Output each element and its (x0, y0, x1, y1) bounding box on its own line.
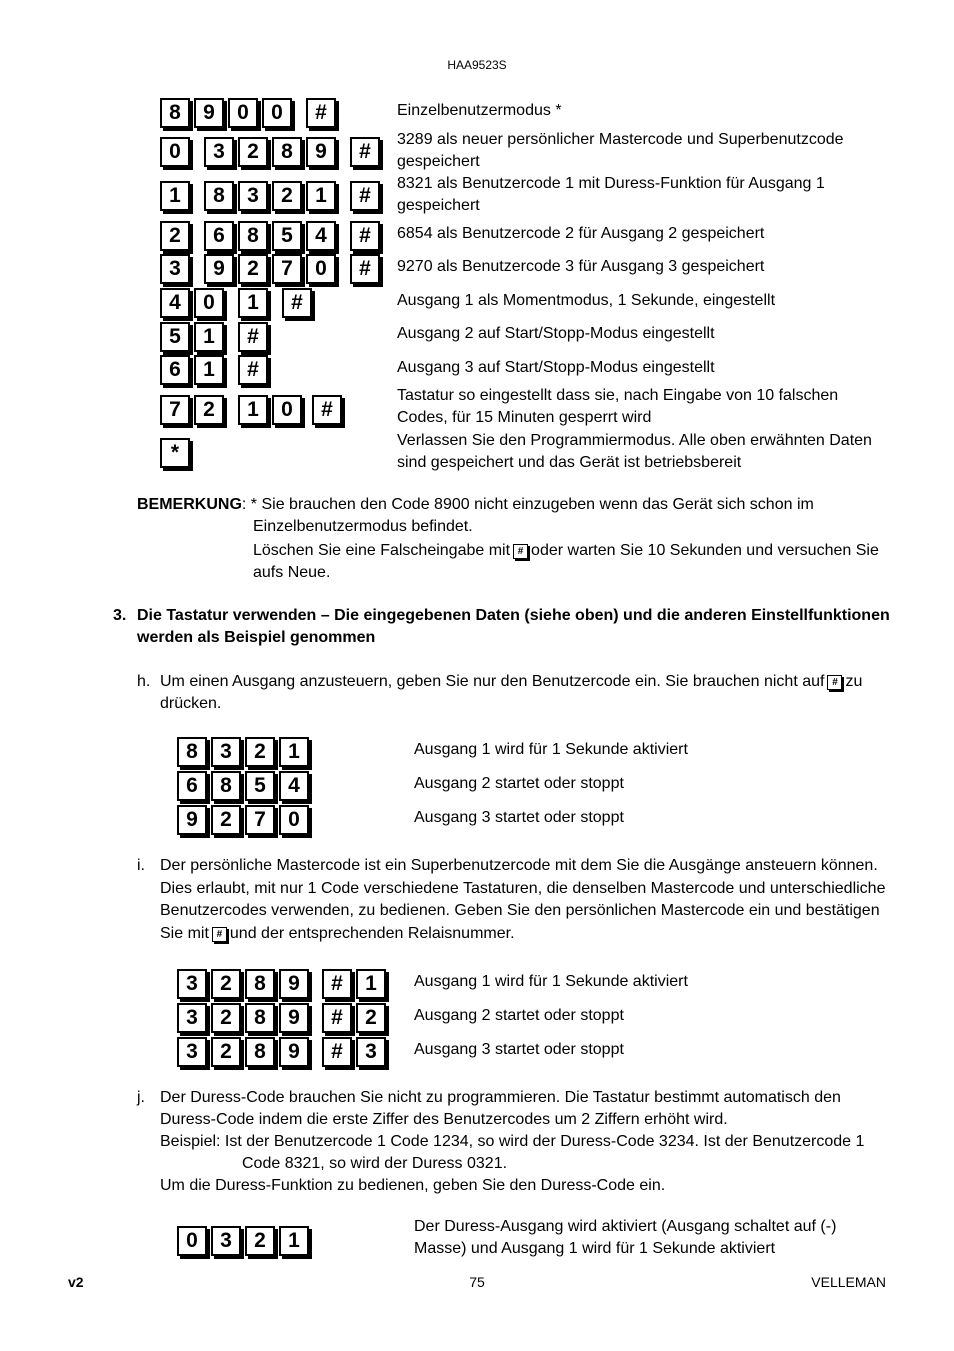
key-1-icon: 1 (238, 288, 268, 318)
key-2-icon: 2 (356, 1003, 386, 1033)
output-description: Ausgang 1 wird für 1 Sekunde aktiviert (414, 741, 688, 758)
programming-step-description: Ausgang 3 auf Start/Stopp-Modus eingestellt (397, 359, 715, 376)
item-h-letter: h. (137, 673, 151, 690)
key-0-icon: 0 (194, 288, 224, 318)
hash-key-icon: # (322, 1003, 352, 1033)
hash-key-icon: # (322, 1037, 352, 1067)
key-3-icon: 3 (177, 969, 207, 999)
item-i-letter: i. (137, 857, 145, 874)
key-1-icon: 1 (238, 395, 268, 425)
key-1-icon: 1 (306, 181, 336, 211)
remark-label: BEMERKUNG (137, 496, 242, 513)
key-3-icon: 3 (177, 1003, 207, 1033)
remark-line-3: Löschen Sie eine Falscheingabe mit # oder warten Sie 10 Sekunden und versuchen Sie (253, 542, 879, 559)
key-9-icon: 9 (306, 137, 336, 167)
hash-key-icon: # (513, 544, 528, 559)
key-9-icon: 9 (194, 98, 224, 128)
key-9-icon: 9 (279, 1003, 309, 1033)
key-6-icon: 6 (204, 221, 234, 251)
section-title: Die Tastatur verwenden – Die eingegebenen Daten (siehe oben) und die anderen Einstellfunktionen werden als Beispiel genommen (137, 607, 890, 646)
output-description: Ausgang 2 startet oder stoppt (414, 1007, 624, 1024)
key-0-icon: 0 (160, 137, 190, 167)
hash-key-icon: # (322, 969, 352, 999)
key-7-icon: 7 (160, 395, 190, 425)
remark-block (137, 494, 897, 584)
key-7-icon: 7 (272, 254, 302, 284)
key-2-icon: 2 (160, 221, 190, 251)
key-5-icon: 5 (160, 322, 190, 352)
key-8-icon: 8 (204, 181, 234, 211)
key-3-icon: 3 (238, 181, 268, 211)
output-description: Ausgang 1 wird für 1 Sekunde aktiviert (414, 973, 688, 990)
key-5-icon: 5 (272, 221, 302, 251)
key-2-icon: 2 (245, 1226, 275, 1256)
remark-line-1: * Sie brauchen den Code 8900 nicht einzugeben wenn das Gerät sich schon im (250, 496, 814, 513)
programming-step-description: 3289 als neuer persönlicher Mastercode und Superbenutzcode gespeichert (397, 131, 844, 170)
item-h-text: Um einen Ausgang anzusteuern, geben Sie nur den Benutzercode ein. Sie brauchen nicht auf # zu drücken. (160, 673, 863, 712)
remark-line-4: aufs Neue. (253, 564, 331, 581)
hash-key-icon: # (212, 927, 227, 942)
key-0-icon: 0 (262, 98, 292, 128)
key-6-icon: 6 (160, 355, 190, 385)
programming-step-description: 8321 als Benutzercode 1 mit Duress-Funktion für Ausgang 1 gespeichert (397, 175, 825, 214)
hash-key-icon: # (827, 675, 842, 690)
key-3-icon: 3 (211, 737, 241, 767)
key-0-icon: 0 (177, 1226, 207, 1256)
duress-output-description: Der Duress-Ausgang wird aktiviert (Ausgang schaltet auf (-) Masse) und Ausgang 1 wird für 1 Sekunde aktiviert (414, 1218, 837, 1257)
key-7-icon: 7 (245, 805, 275, 835)
hash-key-icon: # (350, 254, 380, 284)
key-1-icon: 1 (194, 355, 224, 385)
document-model: HAA9523S (447, 58, 507, 72)
hash-key-icon: # (238, 322, 268, 352)
key-1-icon: 1 (160, 181, 190, 211)
key-4-icon: 4 (306, 221, 336, 251)
key-2-icon: 2 (245, 737, 275, 767)
key-8-icon: 8 (160, 98, 190, 128)
programming-step-description: Verlassen Sie den Programmiermodus. Alle oben erwähnten Daten sind gespeichert und das Gerät ist betriebsbereit (397, 432, 872, 471)
hash-key-icon: # (306, 98, 336, 128)
key-2-icon: 2 (272, 181, 302, 211)
key-2-icon: 2 (194, 395, 224, 425)
key-3-icon: 3 (177, 1037, 207, 1067)
key-3-icon: 3 (211, 1226, 241, 1256)
item-j-letter: j. (137, 1089, 145, 1106)
star-key-icon: * (160, 438, 190, 468)
programming-step-description: Ausgang 2 auf Start/Stopp-Modus eingestellt (397, 325, 715, 342)
key-2-icon: 2 (211, 805, 241, 835)
key-6-icon: 6 (177, 771, 207, 801)
footer-version: v2 (68, 1274, 84, 1290)
key-8-icon: 8 (177, 737, 207, 767)
programming-step-description: Einzelbenutzermodus * (397, 102, 562, 119)
key-1-icon: 1 (279, 1226, 309, 1256)
key-9-icon: 9 (204, 254, 234, 284)
key-0-icon: 0 (228, 98, 258, 128)
remark-colon: : (241, 496, 247, 513)
key-4-icon: 4 (279, 771, 309, 801)
hash-key-icon: # (312, 395, 342, 425)
hash-key-icon: # (350, 137, 380, 167)
key-1-icon: 1 (194, 322, 224, 352)
key-1-icon: 1 (356, 969, 386, 999)
hash-key-icon: # (350, 181, 380, 211)
key-1-icon: 1 (279, 737, 309, 767)
item-j-text: Der Duress-Code brauchen Sie nicht zu programmieren. Die Tastatur bestimmt automatisch den Duress-Code indem die erste Ziffer des Benutzercodes um 2 Ziffern erhöht wird. Beispiel: Ist der Benutzercode 1 Code 1234, so wird der Duress-Code 3234. Ist der Benutzercode 1 Code 8321, so wird der Duress 0321. Um die Duress-Funktion zu bedienen, geben Sie den Duress-Code ein. (160, 1089, 865, 1194)
key-9-icon: 9 (279, 1037, 309, 1067)
key-0-icon: 0 (306, 254, 336, 284)
hash-key-icon: # (350, 221, 380, 251)
key-2-icon: 2 (211, 969, 241, 999)
key-2-icon: 2 (238, 137, 268, 167)
key-8-icon: 8 (211, 771, 241, 801)
key-0-icon: 0 (279, 805, 309, 835)
key-2-icon: 2 (211, 1003, 241, 1033)
section-number: 3. (113, 607, 127, 624)
remark-line-2: Einzelbenutzermodus befindet. (253, 518, 473, 535)
programming-step-description: Ausgang 1 als Momentmodus, 1 Sekunde, eingestellt (397, 292, 776, 309)
programming-step-description: 9270 als Benutzercode 3 für Ausgang 3 gespeichert (397, 258, 765, 275)
key-5-icon: 5 (245, 771, 275, 801)
key-9-icon: 9 (177, 805, 207, 835)
footer-brand: VELLEMAN (811, 1274, 886, 1290)
key-8-icon: 8 (272, 137, 302, 167)
key-8-icon: 8 (245, 1037, 275, 1067)
key-3-icon: 3 (160, 254, 190, 284)
hash-key-icon: # (282, 288, 312, 318)
programming-step-description: 6854 als Benutzercode 2 für Ausgang 2 gespeichert (397, 225, 765, 242)
key-3-icon: 3 (204, 137, 234, 167)
key-3-icon: 3 (356, 1037, 386, 1067)
output-description: Ausgang 3 startet oder stoppt (414, 1041, 624, 1058)
key-8-icon: 8 (245, 1003, 275, 1033)
key-8-icon: 8 (238, 221, 268, 251)
item-i-text: Der persönliche Mastercode ist ein Superbenutzercode mit dem Sie die Ausgänge ansteuern können. Dies erlaubt, mit nur 1 Code verschiedene Tastaturen, die denselben Mastercode und unterschiedliche Benutzercodes verwenden, zu bedienen. Geben Sie den persönlichen Mastercode ein und bestätigen Sie mit # und der entsprechenden Relaisnummer. (160, 857, 886, 942)
output-description: Ausgang 2 startet oder stoppt (414, 775, 624, 792)
programming-step-description: Tastatur so eingestellt dass sie, nach Eingabe von 10 falschen Codes, für 15 Minuten gesperrt wird (397, 387, 839, 426)
key-2-icon: 2 (238, 254, 268, 284)
key-4-icon: 4 (160, 288, 190, 318)
output-description: Ausgang 3 startet oder stoppt (414, 809, 624, 826)
key-0-icon: 0 (272, 395, 302, 425)
footer-page-number: 75 (469, 1274, 485, 1290)
hash-key-icon: # (238, 355, 268, 385)
key-8-icon: 8 (245, 969, 275, 999)
key-2-icon: 2 (211, 1037, 241, 1067)
key-9-icon: 9 (279, 969, 309, 999)
